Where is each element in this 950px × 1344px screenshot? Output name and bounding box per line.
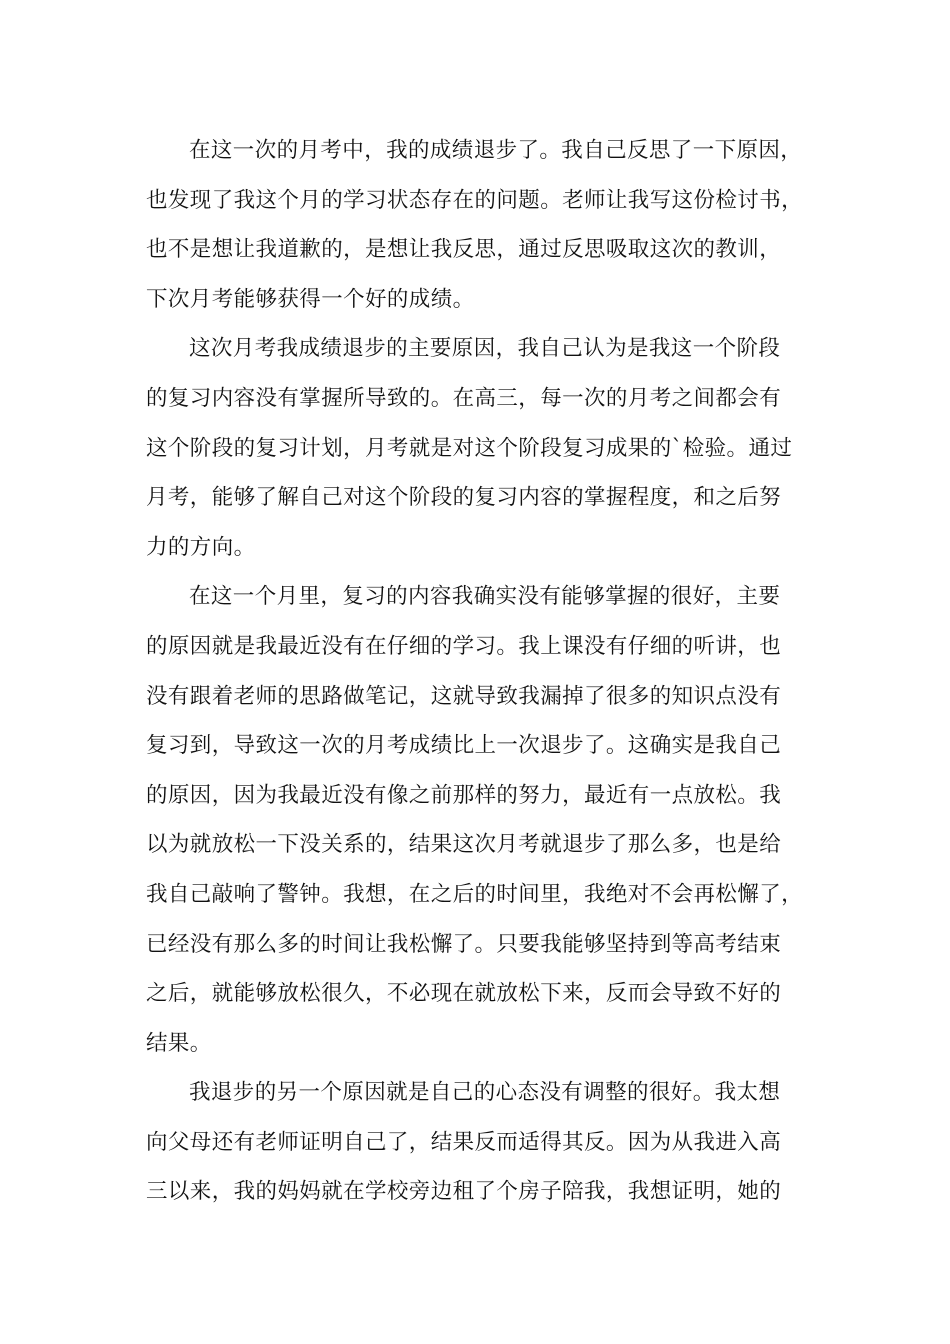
text-line: 也发现了我这个月的学习状态存在的问题。老师让我写这份检讨书，: [146, 187, 804, 213]
text-line: 我退步的另一个原因就是自己的心态没有调整的很好。我太想: [189, 1080, 781, 1106]
text-line: 结果。: [146, 1030, 212, 1056]
text-line: 的复习内容没有掌握所导致的。在高三，每一次的月考之间都会有: [146, 385, 782, 411]
text-line: 月考，能够了解自己对这个阶段的复习内容的掌握程度，和之后努: [146, 485, 782, 511]
text-line: 力的方向。: [146, 534, 256, 560]
text-line: 已经没有那么多的时间让我松懈了。只要我能够坚持到等高考结束: [146, 931, 782, 957]
text-line: 在这一个月里，复习的内容我确实没有能够掌握的很好，主要: [189, 584, 781, 610]
paragraph-4: [146, 1068, 826, 1217]
text-line: 之后，就能够放松很久，不必现在就放松下来，反而会导致不好的: [146, 981, 782, 1007]
text-line: 下次月考能够获得一个好的成绩。: [146, 286, 475, 312]
text-line: 这次月考我成绩退步的主要原因，我自己认为是我这一个阶段: [189, 336, 781, 362]
text-line: 以为就放松一下没关系的，结果这次月考就退步了那么多，也是给: [146, 832, 782, 858]
text-line: 也不是想让我道歉的，是想让我反思，通过反思吸取这次的教训，: [146, 237, 782, 263]
text-line: 复习到，导致这一次的月考成绩比上一次退步了。这确实是我自己: [146, 733, 782, 759]
text-line: 我自己敲响了警钟。我想，在之后的时间里，我绝对不会再松懈了，: [146, 881, 804, 907]
paragraph-3: [146, 572, 826, 1068]
text-line: 的原因就是我最近没有在仔细的学习。我上课没有仔细的听讲，也: [146, 633, 782, 659]
text-line: 没有跟着老师的思路做笔记，这就导致我漏掉了很多的知识点没有: [146, 683, 782, 709]
text-line: 三以来，我的妈妈就在学校旁边租了个房子陪我，我想证明，她的: [146, 1179, 782, 1205]
document-body: [146, 126, 826, 1217]
text-line: 向父母还有老师证明自己了，结果反而适得其反。因为从我进入高: [146, 1129, 782, 1155]
text-line: 这个阶段的复习计划，月考就是对这个阶段复习成果的`检验。通过: [146, 435, 793, 461]
text-line: 的原因，因为我最近没有像之前那样的努力，最近有一点放松。我: [146, 782, 782, 808]
paragraph-2: [146, 324, 826, 572]
text-line: 在这一次的月考中，我的成绩退步了。我自己反思了一下原因，: [189, 138, 803, 163]
paragraph-1: [146, 126, 826, 324]
